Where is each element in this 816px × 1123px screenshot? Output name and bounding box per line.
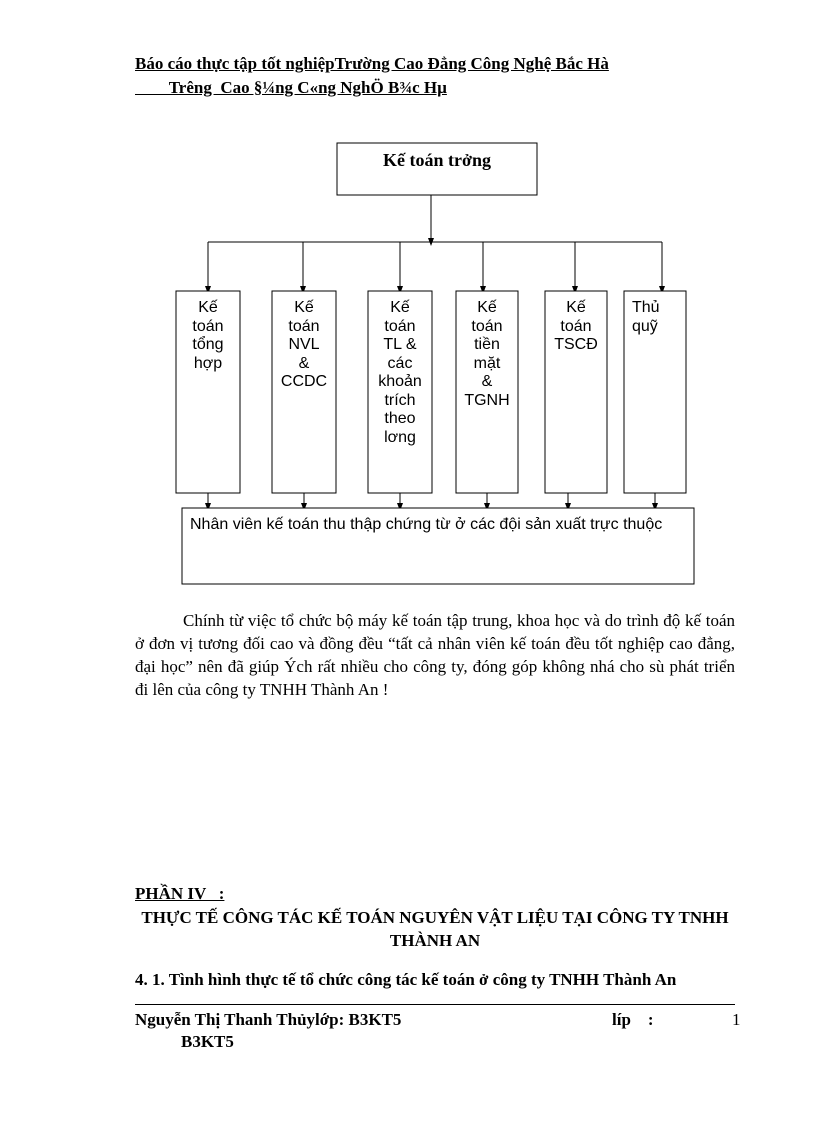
staff-box-label: Nhân viên kế toán thu thập chứng từ ở các đội sản xuất trực thuộc (190, 516, 663, 533)
body-paragraph: Chính từ việc tổ chức bộ máy kế toán tập trung, khoa học và do trình độ kế toán ở đơn vị tương đối cao và đồng đều “tất cả nhân viên kế toán đều tốt nghiệp cao đẳng, đại học” nên đã giúp Ých rất nhiều cho công ty, đóng góp không nhá cho sù phát triển đi lên của công ty TNHH Thành An ! (135, 611, 735, 699)
chief-accountant-label: Kế toán trởng (383, 150, 491, 170)
footer-author: Nguyễn Thị Thanh Thủylớp: B3KT5 (135, 1010, 402, 1029)
part-title: THỰC TẾ CÔNG TÁC KẾ TOÁN NGUYÊN VẬT LIỆU TẠI CÔNG TY TNHH THÀNH AN (141, 908, 729, 950)
page-number: 1 (732, 1010, 741, 1029)
part-label: PHẦN IV : (135, 884, 225, 903)
dept-label-3: Kế toán TL & các khoản trích theo lơng (378, 299, 422, 446)
dept-label-4: Kế toán tiền mặt & TGNH (464, 299, 510, 409)
dept-label-2: Kế toán NVL & CCDC (280, 299, 328, 390)
dept-label-1: Kế toán tổng hợp (192, 299, 224, 372)
footer-rule (135, 1004, 735, 1005)
dept-label-6: Thủ quỹ (632, 299, 660, 335)
footer-lop: líp : (612, 1010, 654, 1029)
header-line-2: Trêng Cao §¼ng C«ng NghÖ B¾c Hµ (135, 78, 447, 97)
footer-class-code: B3KT5 (181, 1032, 234, 1051)
dept-label-5: Kế toán TSCĐ (554, 299, 598, 353)
section-heading: 4. 1. Tình hình thực tế tổ chức công tác kế toán ở công ty TNHH Thành An (135, 970, 677, 989)
header-line-1: Báo cáo thực tập tốt nghiệpTrường Cao Đẳng Công Nghệ Bắc Hà (135, 54, 609, 73)
